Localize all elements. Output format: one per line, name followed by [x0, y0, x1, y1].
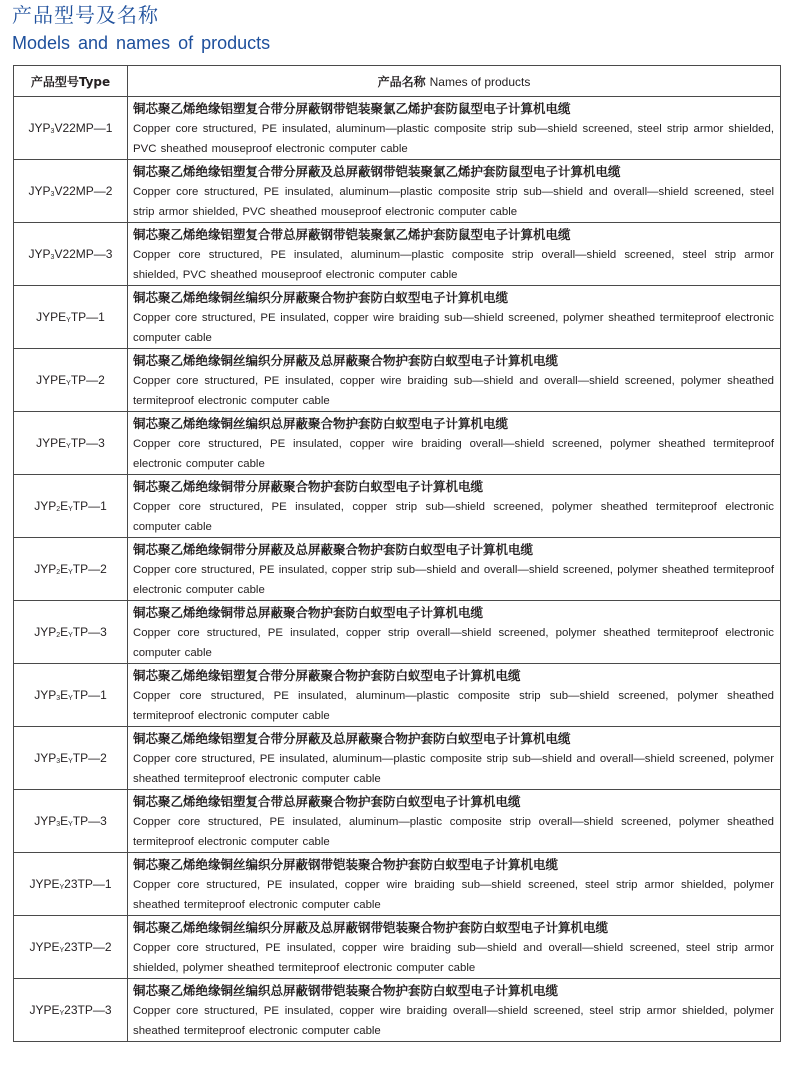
- model-type-subscript: 3: [56, 821, 61, 828]
- product-name-cell: [128, 538, 781, 601]
- table-body: [14, 97, 781, 1042]
- model-type-suffix: 23TP—2: [64, 940, 112, 954]
- model-type-cell: [14, 160, 128, 223]
- model-type-subscript: 3: [50, 254, 55, 261]
- model-type-subscript: 2: [56, 506, 61, 513]
- model-type-prefix: JYPE: [29, 877, 60, 891]
- model-type-prefix: JYPE: [29, 1003, 60, 1017]
- model-type-prefix: JYP: [28, 184, 51, 198]
- product-name-cell: [128, 601, 781, 664]
- model-type-cell: [14, 286, 128, 349]
- model-type-cell: [14, 664, 128, 727]
- product-name-cell: [128, 853, 781, 916]
- model-type-cell: [14, 790, 128, 853]
- product-name-cell: [128, 97, 781, 160]
- product-name-chinese: 铜芯聚乙烯绝缘铜丝编织总屏蔽聚合物护套防白蚁型电子计算机电缆: [133, 416, 509, 431]
- model-type-subscript: 3: [56, 758, 61, 765]
- model-type-cell: [14, 916, 128, 979]
- product-name-chinese: 铜芯聚乙烯绝缘铜丝编织分屏蔽及总屏蔽聚合物护套防白蚁型电子计算机电缆: [133, 353, 559, 368]
- heading-english: Models and names of products: [12, 33, 271, 53]
- product-name-english: Copper core structured, PE insulated, copper wire braiding sub—shield and overall—shield screened, steel strip armor shielded, polymer sheathed termiteproof electronic computer cable: [133, 942, 774, 974]
- model-type-subscript-2: Y: [68, 758, 73, 765]
- product-name-english: Copper core structured, PE insulated, aluminum—plastic composite strip sub—shield screened, steel strip armor shielded, PVC sheathed mouseproof electronic computer cable: [133, 123, 774, 155]
- model-type-subscript: Y: [59, 1010, 65, 1017]
- model-type-prefix: JYP: [34, 688, 57, 702]
- product-name-cell: [128, 664, 781, 727]
- table-row: [14, 160, 781, 223]
- product-name-cell: [128, 475, 781, 538]
- table-row: [14, 223, 781, 286]
- table-row: [14, 349, 781, 412]
- model-type-suffix: TP—1: [70, 310, 105, 324]
- model-type-suffix: V22MP—1: [54, 121, 113, 135]
- product-name-cell: [128, 916, 781, 979]
- model-type-subscript-2: Y: [68, 569, 73, 576]
- model-type-subscript: Y: [59, 884, 65, 891]
- product-name-cell: [128, 286, 781, 349]
- product-name-english: Copper core structured, PE insulated, copper wire braiding overall—shield screened, polymer sheathed termiteproof electronic computer cable: [133, 438, 774, 470]
- model-type-suffix-2: TP—3: [72, 625, 107, 639]
- model-type-suffix: E: [60, 625, 69, 639]
- column-header-type: [14, 66, 128, 97]
- model-type-subscript: 3: [56, 695, 61, 702]
- product-name-chinese: 铜芯聚乙烯绝缘铜带总屏蔽聚合物护套防白蚁型电子计算机电缆: [133, 605, 484, 620]
- product-name-cell: [128, 727, 781, 790]
- product-name-english: Copper core structured, PE insulated, aluminum—plastic composite strip sub—shield and overall—shield screened, steel strip armor shielded, PVC sheathed mouseproof electronic computer cable: [133, 186, 774, 218]
- model-type-prefix: JYPE: [36, 436, 67, 450]
- table-row: [14, 853, 781, 916]
- product-name-cell: [128, 160, 781, 223]
- model-type-suffix: TP—3: [70, 436, 105, 450]
- table-row: [14, 979, 781, 1042]
- model-type-suffix: 23TP—3: [64, 1003, 112, 1017]
- product-name-english: Copper core structured, PE insulated, copper strip overall—shield screened, polymer sheathed termiteproof electronic computer cable: [133, 627, 774, 659]
- model-type-prefix: JYP: [34, 562, 57, 576]
- product-name-cell: [128, 349, 781, 412]
- model-type-prefix: JYP: [34, 499, 57, 513]
- name-header-en: Names of products: [429, 74, 531, 89]
- table-row: [14, 727, 781, 790]
- model-type-suffix: 23TP—1: [64, 877, 112, 891]
- model-type-cell: [14, 601, 128, 664]
- model-type-prefix: JYP: [34, 751, 57, 765]
- name-header-cn: 产品名称: [377, 74, 426, 89]
- model-type-subscript-2: Y: [68, 821, 73, 828]
- table-row: [14, 664, 781, 727]
- product-name-chinese: 铜芯聚乙烯绝缘铜带分屏蔽聚合物护套防白蚁型电子计算机电缆: [133, 479, 484, 494]
- model-type-suffix: E: [60, 499, 69, 513]
- table-row: [14, 475, 781, 538]
- model-type-subscript: 3: [50, 128, 55, 135]
- model-type-suffix-2: TP—2: [72, 562, 107, 576]
- model-type-cell: [14, 412, 128, 475]
- product-name-chinese: 铜芯聚乙烯绝缘铜丝编织分屏蔽钢带铠装聚合物护套防白蚁型电子计算机电缆: [133, 857, 559, 872]
- product-name-cell: [128, 790, 781, 853]
- product-name-english: Copper core structured, PE insulated, aluminum—plastic composite strip overall—shield screened, steel strip armor shielded, PVC sheathed mouseproof electronic computer cable: [133, 249, 774, 281]
- model-type-subscript-2: Y: [68, 506, 73, 513]
- model-type-subscript: 3: [50, 191, 55, 198]
- model-type-suffix: V22MP—3: [54, 247, 113, 261]
- model-type-suffix: TP—2: [70, 373, 105, 387]
- model-type-subscript: 2: [56, 632, 61, 639]
- product-name-english: Copper core structured, PE insulated, copper wire braiding overall—shield screened, steel strip armor shielded, polymer sheathed termiteproof electronic computer cable: [133, 1005, 774, 1037]
- product-name-chinese: 铜芯聚乙烯绝缘铝塑复合带分屏蔽及总屏蔽聚合物护套防白蚁型电子计算机电缆: [133, 731, 571, 746]
- model-type-subscript-2: Y: [68, 695, 73, 702]
- model-type-cell: [14, 979, 128, 1042]
- table-header-row: [14, 66, 781, 97]
- product-name-english: Copper core structured, PE insulated, copper strip sub—shield and overall—shield screened, polymer sheathed termiteproof electronic computer cable: [133, 564, 774, 596]
- table-row: [14, 97, 781, 160]
- model-type-cell: [14, 853, 128, 916]
- model-type-suffix: E: [60, 751, 69, 765]
- model-type-subscript: Y: [66, 380, 71, 387]
- model-type-suffix: E: [60, 562, 69, 576]
- product-name-english: Copper core structured, PE insulated, aluminum—plastic composite strip sub—shield screened, polymer sheathed termiteproof electronic computer cable: [133, 690, 774, 722]
- heading-chinese: 产品型号及名称: [12, 3, 159, 27]
- table-row: [14, 601, 781, 664]
- product-name-cell: [128, 412, 781, 475]
- product-name-chinese: 铜芯聚乙烯绝缘铝塑复合带分屏蔽钢带铠装聚氯乙烯护套防鼠型电子计算机电缆: [133, 101, 571, 116]
- product-name-english: Copper core structured, PE insulated, copper wire braiding sub—shield and overall—shield screened, polymer sheathed termiteproof electronic computer cable: [133, 375, 774, 407]
- product-name-chinese: 铜芯聚乙烯绝缘铜丝编织总屏蔽钢带铠装聚合物护套防白蚁型电子计算机电缆: [133, 983, 559, 998]
- product-name-chinese: 铜芯聚乙烯绝缘铜丝编织分屏蔽及总屏蔽钢带铠装聚合物护套防白蚁型电子计算机电缆: [133, 920, 609, 935]
- model-type-suffix-2: TP—1: [72, 688, 107, 702]
- model-type-subscript: Y: [66, 317, 71, 324]
- products-table: [13, 65, 781, 1042]
- product-name-chinese: 铜芯聚乙烯绝缘铝塑复合带总屏蔽聚合物护套防白蚁型电子计算机电缆: [133, 794, 521, 809]
- model-type-prefix: JYPE: [29, 940, 60, 954]
- model-type-cell: [14, 475, 128, 538]
- product-name-english: Copper core structured, PE insulated, copper wire braiding sub—shield screened, polymer sheathed termiteproof electronic computer cable: [133, 312, 774, 344]
- model-type-suffix-2: TP—1: [72, 499, 107, 513]
- table-row: [14, 538, 781, 601]
- model-type-subscript: Y: [66, 443, 71, 450]
- model-type-subscript: Y: [59, 947, 65, 954]
- model-type-cell: [14, 349, 128, 412]
- product-name-english: Copper core structured, PE insulated, copper wire braiding sub—shield screened, steel strip armor shielded, polymer sheathed termiteproof electronic computer cable: [133, 879, 774, 911]
- model-type-cell: [14, 223, 128, 286]
- product-name-cell: [128, 979, 781, 1042]
- product-name-english: Copper core structured, PE insulated, copper strip sub—shield screened, polymer sheathed termiteproof electronic computer cable: [133, 501, 774, 533]
- model-type-prefix: JYPE: [36, 373, 67, 387]
- model-type-prefix: JYP: [34, 814, 57, 828]
- product-name-english: Copper core structured, PE insulated, aluminum—plastic composite strip overall—shield screened, polymer sheathed termiteproof electronic computer cable: [133, 816, 774, 848]
- model-type-prefix: JYP: [34, 625, 57, 639]
- product-name-chinese: 铜芯聚乙烯绝缘铝塑复合带分屏蔽及总屏蔽钢带铠装聚氯乙烯护套防鼠型电子计算机电缆: [133, 164, 621, 179]
- product-name-chinese: 铜芯聚乙烯绝缘铝塑复合带分屏蔽聚合物护套防白蚁型电子计算机电缆: [133, 668, 521, 683]
- table-row: [14, 412, 781, 475]
- model-type-subscript-2: Y: [68, 632, 73, 639]
- model-type-suffix-2: TP—3: [72, 814, 107, 828]
- page-heading: [12, 2, 270, 55]
- model-type-suffix: E: [60, 814, 69, 828]
- product-name-chinese: 铜芯聚乙烯绝缘铝塑复合带总屏蔽钢带铠装聚氯乙烯护套防鼠型电子计算机电缆: [133, 227, 571, 242]
- model-type-suffix: V22MP—2: [54, 184, 113, 198]
- column-header-name: [128, 66, 781, 97]
- type-header-en: Type: [78, 74, 111, 89]
- table-row: [14, 916, 781, 979]
- product-name-chinese: 铜芯聚乙烯绝缘铜带分屏蔽及总屏蔽聚合物护套防白蚁型电子计算机电缆: [133, 542, 534, 557]
- product-name-english: Copper core structured, PE insulated, aluminum—plastic composite strip sub—shield and overall—shield screened, polymer sheathed termiteproof electronic computer cable: [133, 753, 774, 785]
- model-type-suffix-2: TP—2: [72, 751, 107, 765]
- model-type-suffix: E: [60, 688, 69, 702]
- model-type-cell: [14, 97, 128, 160]
- type-header-cn: 产品型号: [30, 74, 79, 89]
- model-type-prefix: JYPE: [36, 310, 67, 324]
- model-type-subscript: 2: [56, 569, 61, 576]
- model-type-cell: [14, 538, 128, 601]
- model-type-cell: [14, 727, 128, 790]
- product-name-chinese: 铜芯聚乙烯绝缘铜丝编织分屏蔽聚合物护套防白蚁型电子计算机电缆: [133, 290, 509, 305]
- model-type-prefix: JYP: [28, 247, 51, 261]
- product-name-cell: [128, 223, 781, 286]
- table-row: [14, 286, 781, 349]
- table-row: [14, 790, 781, 853]
- model-type-prefix: JYP: [28, 121, 51, 135]
